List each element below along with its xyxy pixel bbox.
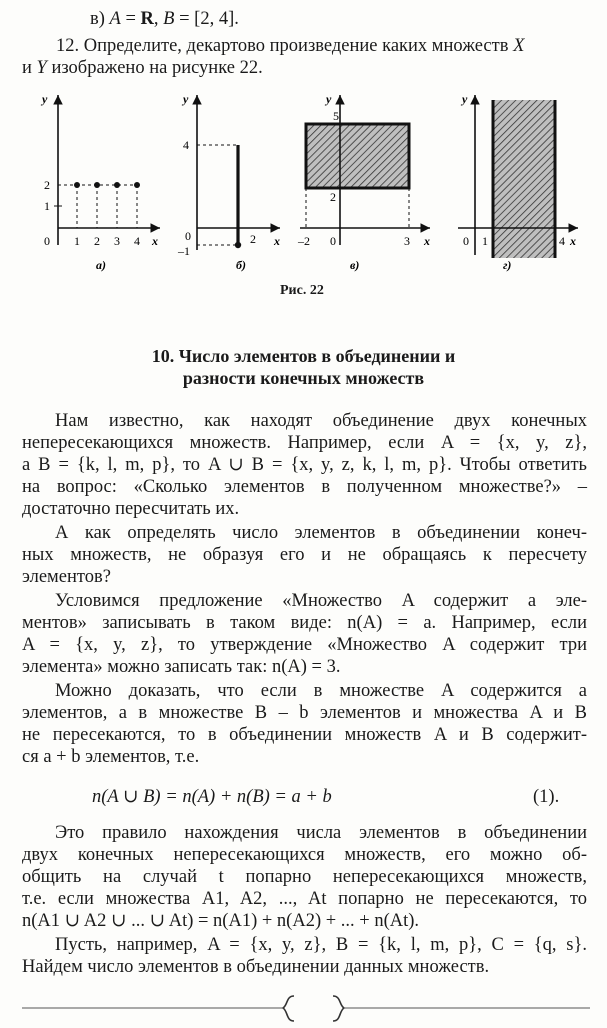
origin-label: 0 <box>44 234 50 248</box>
point <box>114 182 120 188</box>
x-tick: 3 <box>114 234 120 248</box>
y-tick: 1 <box>44 199 50 213</box>
x-tick: 2 <box>250 232 256 246</box>
set-b: B <box>163 9 175 29</box>
paragraph-line: двух конечных непересекающихся множеств, его можно об- <box>22 845 587 865</box>
set-r: R <box>140 9 154 29</box>
panel-v <box>297 92 430 272</box>
paragraph-line: n(A1 ∪ A2 ∪ ... ∪ At) = n(A1) + n(A2) + ... + n(At). <box>22 911 420 931</box>
paragraph-line: достаточно пересчитать их. <box>22 499 240 519</box>
footer-ornament <box>0 995 607 1025</box>
paragraph-line: элемента» можно записать так: n(A) = 3. <box>22 657 341 677</box>
paragraph-line: не пересекаются, то в объединении множеств A и B содержит- <box>22 725 587 745</box>
set-x: X <box>513 36 525 56</box>
region <box>493 100 555 258</box>
paragraph-line: Найдем число элементов в объединении данных множеств. <box>22 957 490 977</box>
problem-text: изображено на рисунке 22. <box>46 58 263 78</box>
section-title-line-1: 10. Число элементов в объединении и <box>151 346 456 366</box>
equals: = <box>120 9 141 29</box>
panel-g <box>458 92 578 272</box>
y-tick: 5 <box>333 109 339 123</box>
paragraph-line: на вопрос: «Сколько элементов в полученном множестве?» – <box>22 477 587 497</box>
x-axis-label: x <box>424 234 430 248</box>
problem-line-2 <box>22 57 263 79</box>
panel-label: г) <box>503 258 512 272</box>
figure-caption: Рис. 22 <box>280 283 324 298</box>
panel-label: б) <box>236 258 246 272</box>
point <box>74 182 80 188</box>
paragraph-line: Условимся предложение «Множество A содержит a эле- <box>55 591 587 611</box>
x-axis-label: x <box>274 234 280 248</box>
paragraph-line: непересекающихся множеств. Например, если A = {x, y, z}, <box>22 433 587 453</box>
set-a: A <box>109 9 121 29</box>
paragraph-line: A = {x, y, z}, то утверждение «Множество A содержит три <box>22 635 587 655</box>
paragraph-line: Это правило нахождения числа элементов в объединении <box>55 823 587 843</box>
item-prefix: в) <box>90 9 110 29</box>
paragraph-line: элементов? <box>22 567 111 587</box>
right-brace-icon <box>333 996 344 1021</box>
y-axis-label: y <box>42 92 48 106</box>
paragraph-line: общить на случай t попарно непересекающихся множеств, <box>22 867 587 887</box>
x-tick: 4 <box>134 234 140 248</box>
x-tick: 0 <box>463 234 469 248</box>
x-axis-label: x <box>152 234 158 248</box>
problem-text: 12. Определите, декартово произведение каких множеств <box>56 36 514 56</box>
x-tick: 1 <box>74 234 80 248</box>
formula: n(A ∪ B) = n(A) + n(B) = a + b <box>92 787 332 807</box>
x-tick: 0 <box>330 234 336 248</box>
y-axis-label: y <box>183 92 189 106</box>
paragraph-line: А как определять число элементов в объединении конеч- <box>55 523 587 543</box>
left-brace-icon <box>283 996 294 1021</box>
y-tick: –1 <box>178 244 190 258</box>
problem-line-1 <box>56 35 524 57</box>
x-tick: 4 <box>559 234 565 248</box>
panel-a <box>40 92 160 272</box>
paragraph-line: ментов» записывать в таком виде: n(A) = a. Например, если <box>22 613 587 633</box>
x-tick: 2 <box>94 234 100 248</box>
y-tick: 4 <box>183 138 189 152</box>
figure-22 <box>0 85 607 285</box>
x-tick: 1 <box>482 234 488 248</box>
formula-number: (1). <box>533 787 560 807</box>
y-axis-label: y <box>462 92 468 106</box>
y-tick: 2 <box>330 190 336 204</box>
panel-label: в) <box>350 258 360 272</box>
point <box>134 182 140 188</box>
origin-label: 0 <box>185 229 191 243</box>
y-tick: 2 <box>44 178 50 192</box>
paragraph-line: т.е. если множества A1, A2, ..., At попарно не пересекаются, то <box>22 889 587 909</box>
point <box>94 182 100 188</box>
paragraph-line: элементов, а в множестве B – b элементов и множества A и B <box>22 703 587 723</box>
paragraph-line: Пусть, например, A = {x, y, z}, B = {k, l, m, p}, C = {q, s}. <box>55 935 587 955</box>
previous-item-line <box>90 8 239 30</box>
problem-text: и <box>22 58 37 78</box>
paragraph-line: ных множеств, не образуя его и не обращаясь к пересчету <box>22 545 587 565</box>
region <box>306 124 409 188</box>
separator: , <box>153 9 164 29</box>
x-tick: –2 <box>298 234 310 248</box>
range: = [2, 4]. <box>174 9 239 29</box>
paragraph-line: Можно доказать, что если в множестве A содержится a <box>55 681 587 701</box>
x-tick: 3 <box>404 234 410 248</box>
panel-label: а) <box>96 258 106 272</box>
paragraph-line: Нам известно, как находят объединение двух конечных <box>55 411 587 431</box>
paragraph-line: а B = {k, l, m, p}, то A ∪ B = {x, y, z, k, l, m, p}. Чтобы ответить <box>22 455 587 475</box>
panel-b <box>177 92 280 272</box>
y-axis-label: y <box>326 92 332 106</box>
x-axis-label: x <box>570 234 576 248</box>
set-y: Y <box>36 58 47 78</box>
section-title-line-2: разности конечных множеств <box>182 368 425 388</box>
paragraph-line: ся a + b элементов, т.е. <box>22 747 200 767</box>
